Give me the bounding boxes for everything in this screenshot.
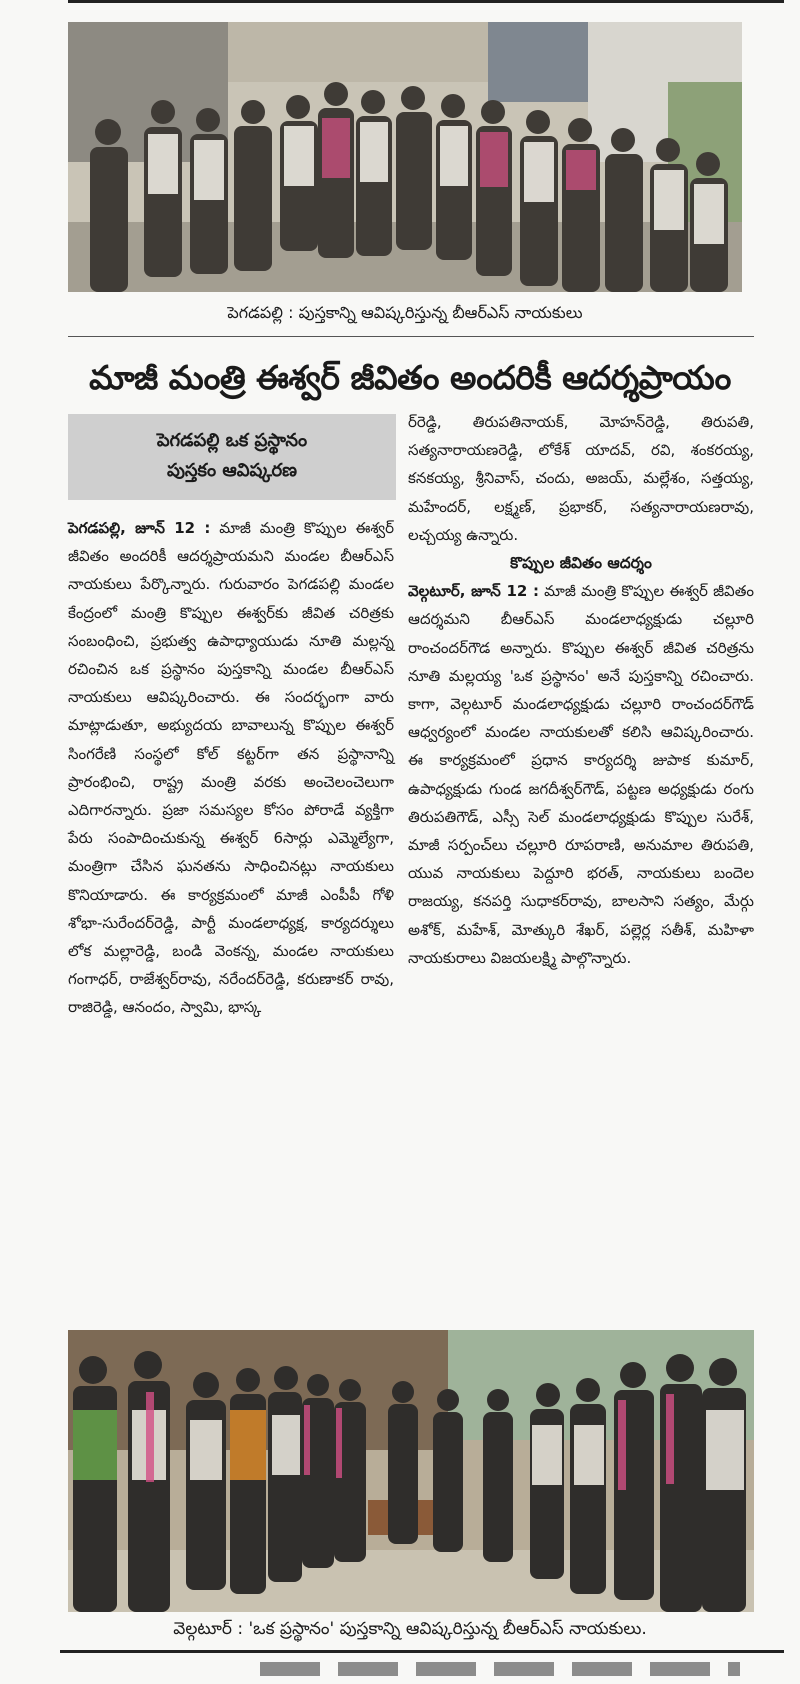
top-rule — [68, 0, 784, 3]
subheading-box — [68, 414, 396, 500]
subheading-line-2: పుస్తకం ఆవిష్కరణ — [166, 460, 298, 481]
group-photo-top-image — [68, 22, 742, 292]
subheading-line-1: పెగడపల్లి ఒక ప్రస్థానం — [156, 430, 308, 451]
article-column-left — [68, 514, 394, 1022]
article-column-right — [408, 408, 754, 972]
bottom-rule — [60, 1650, 784, 1653]
article1-continued: ర్‌రెడ్డి, తిరుపతినాయక్, మోహన్‌రెడ్డి, తిరుపతి, సత్యనారాయణరెడ్డి, లోకేశ్ యాదవ్, రవి, శంకరయ్య, కనకయ్య, శ్రీనివాస్, చందు, అజయ్, మల్లేశం, సత్తయ్య, మహేందర్, లక్ష్మణ్, ప్రభాకర్, సత్యనారాయణరావు, లచ్చయ్య ఉన్నారు. — [408, 413, 754, 544]
article1-body: మాజీ మంత్రి కొప్పుల ఈశ్వర్ జీవితం అందరికీ ఆదర్శప్రాయమని మండల బీఆర్ఎస్ నాయకులు పేర్కొన్నారు. గురువారం పెగడపల్లి మండల కేంద్రంలో మంత్రి కొప్పుల ఈశ్వర్‌కు జీవిత చరిత్రకు సంబంధించి, ప్రభుత్వ ఉపాధ్యాయుడు నూతి మల్లన్న రచించిన ఒక ప్రస్థానం పుస్తకాన్ని మండల బీఆర్ఎస్ నాయకులు ఆవిష్కరించారు. ఈ సందర్భంగా వారు మాట్లాడుతూ, అభ్యుదయ బావాలున్న కొప్పుల ఈశ్వర్ సింగరేణి సంస్థలో కోల్ కట్టర్‌గా తన ప్రస్థానాన్ని ప్రారంభించి, రాష్ట్ర మంత్రి వరకు అంచెలంచెలుగా ఎదిగారన్నారు. ప్రజా సమస్యల కోసం పోరాడే వ్యక్తిగా పేరు సంపాదించుకున్న ఈశ్వర్ 6సార్లు ఎమ్మెల్యేగా, మంత్రిగా చేసిన ఘనతను సాధించినట్లు నాయకులు కొనియాడారు. ఈ కార్యక్రమంలో మాజీ ఎంపీపీ గోళి శోభా-సురేందర్‌రెడ్డి, పార్టీ మండలాధ్యక్ష, కార్యదర్శులు లోక మల్లారెడ్డి, బండి వెంకన్న, మండల నాయకులు గంగాధర్, రాజేశ్వర్‌రావు, నరేందర్‌రెడ్డి, కరుణాకర్ రావు, రాజిరెడ్డి, ఆనందం, స్వామి, భాస్క — [68, 519, 395, 1017]
group-photo-bottom-image — [68, 1330, 754, 1612]
article-headline: మాజీ మంత్రి ఈశ్వర్ జీవితం అందరికీ ఆదర్శప్రాయం — [89, 358, 731, 397]
dateline-velgatoor: వెల్గటూర్, జూన్ 12 : — [408, 582, 539, 601]
group-photo-top — [68, 22, 742, 292]
photo-bottom-caption: వెల్గటూర్ : 'ఒక ప్రస్థానం' పుస్తకాన్ని ఆవిష్కరిస్తున్న బీఆర్ఎస్ నాయకులు. — [173, 1619, 647, 1639]
article2-body: మాజీ మంత్రి కొప్పుల ఈశ్వర్ జీవితం ఆదర్శమని బీఆర్ఎస్ మండలాధ్యక్షుడు చల్లూరి రాంచందర్‌గౌడ అన్నారు. కొప్పుల ఈశ్వర్ జీవిత చరిత్రను నూతి మల్లయ్య 'ఒక ప్రస్థానం' అనే పుస్తకాన్ని రచించారు. కాగా, వెల్గటూర్ మండలాధ్యక్షుడు చల్లూరి రాంచందర్‌గౌడ్ ఆధ్వర్యంలో మండల నాయకులతో కలిసి ఆవిష్కరించారు. ఈ కార్యక్రమంలో ప్రధాన కార్యదర్శి జుపాక కుమార్, ఉపాధ్యక్షుడు గుండ జగదీశ్వర్‌గౌడ్, పట్టణ అధ్యక్షుడు రంగు తిరుపతిగౌడ్, ఎస్సీ సెల్ మండలాధ్యక్షుడు కొప్పుల సురేశ్, మాజీ సర్పంచ్‌లు చల్లూరి రూపరాణి, అనుమాల తిరుపతి, యువ నాయకులు పెద్దూరి భరత్, నాయకులు బందెల రాజయ్య, కనపర్తి సుధాకర్‌రావు, బాలసాని సత్యం, మేర్గు అశోక్, మహేశ్, మోత్కురి శేఖర్, పల్లెర్ల సతీశ్, మహిళా నాయకురాలు విజయలక్ష్మి పాల్గొన్నారు. — [408, 582, 754, 967]
dateline-pegadapalli: పెగడపల్లి, జూన్ 12 : — [68, 519, 211, 537]
next-article-fragment — [260, 1662, 740, 1676]
article2-subheading: కొప్పుల జీవితం ఆదర్శం — [510, 554, 652, 573]
group-photo-bottom — [68, 1330, 754, 1612]
photo-top-caption: పెగడపల్లి : పుస్తకాన్ని ఆవిష్కరిస్తున్న బీఆర్ఎస్ నాయకులు — [227, 303, 583, 322]
divider — [68, 336, 754, 337]
